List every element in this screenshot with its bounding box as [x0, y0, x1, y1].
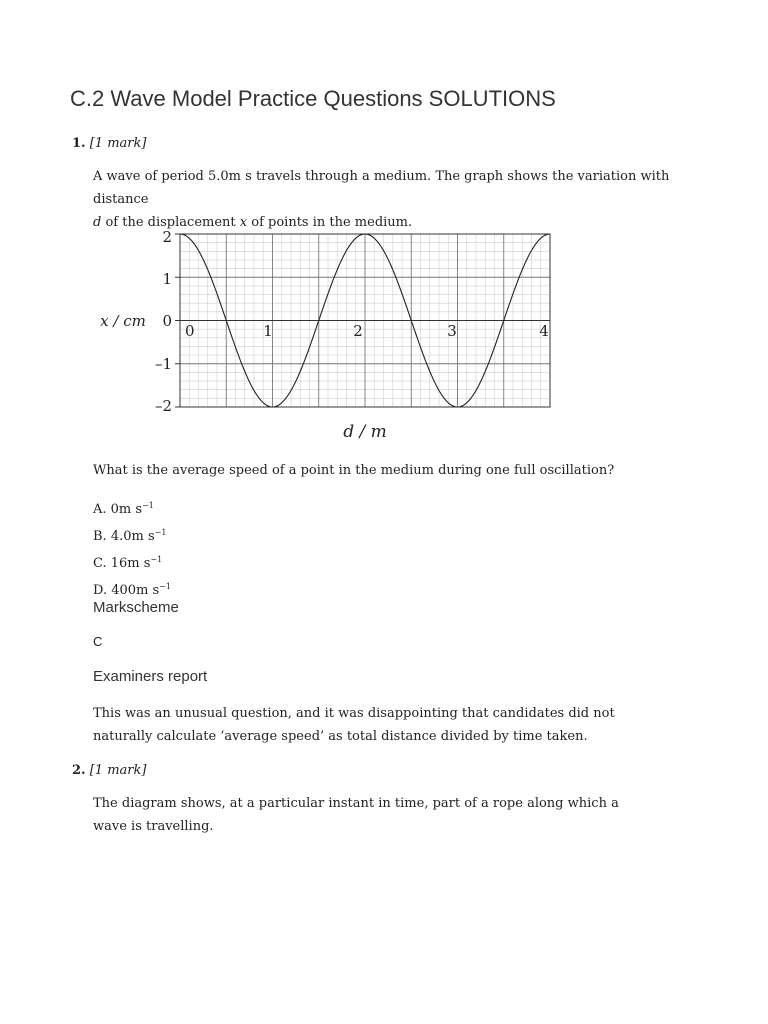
option-exponent: −1	[150, 555, 163, 564]
x-axis-label: d / m	[343, 422, 387, 442]
question-number: 2.	[72, 763, 86, 778]
x-tick-label: 3	[447, 322, 457, 340]
y-tick-label: 1	[162, 270, 172, 288]
y-tick-marks	[175, 234, 180, 407]
option-label: B. 4.0m s	[93, 529, 155, 544]
intro-text: A wave of period 5.0m s travels through a medium. The graph shows the variation with distance	[93, 169, 670, 207]
y-tick-label: –2	[154, 397, 172, 415]
x-tick-label: 4	[539, 322, 549, 340]
page-title: C.2 Wave Model Practice Questions SOLUTIONS	[70, 86, 556, 111]
x-tick-label: 1	[263, 322, 273, 340]
y-tick-label: 0	[162, 312, 172, 330]
intro-text: of the displacement	[101, 215, 240, 230]
intro-text: of points in the medium.	[247, 215, 413, 230]
markscheme-answer: C	[93, 634, 103, 649]
intro-var-d: d	[93, 215, 102, 230]
x-tick-label: 2	[353, 322, 363, 340]
question-2-intro: The diagram shows, at a particular instant in time, part of a rope along which a wave is travelling.	[93, 796, 619, 834]
option-d	[93, 575, 171, 602]
option-exponent: −1	[142, 501, 154, 510]
option-label: A. 0m s	[93, 502, 143, 517]
y-tick-label: –1	[154, 355, 172, 373]
option-exponent: −1	[159, 582, 171, 591]
question-1-header	[72, 136, 146, 151]
y-tick-label: 2	[162, 228, 172, 246]
question-1-prompt: What is the average speed of a point in the medium during one full oscillation?	[93, 463, 615, 478]
examiners-report-heading: Examiners report	[93, 668, 208, 685]
question-marks: [1 mark]	[89, 136, 147, 151]
question-2-header	[72, 763, 146, 778]
option-c	[93, 548, 171, 575]
examiners-report-text: This was an unusual question, and it was disappointing that candidates did not naturally calculate ‘average speed’ as total distance divided by time taken.	[93, 706, 615, 744]
x-tick-label: 0	[185, 322, 195, 340]
question-number: 1.	[72, 136, 86, 151]
y-axis-label: x / cm	[100, 312, 146, 330]
option-label: D. 400m s	[93, 583, 160, 598]
markscheme-heading: Markscheme	[93, 599, 179, 616]
option-b	[93, 521, 171, 548]
wave-displacement-graph	[95, 222, 565, 447]
option-label: C. 16m s	[93, 556, 151, 571]
question-marks: [1 mark]	[89, 763, 147, 778]
option-exponent: −1	[154, 528, 167, 537]
intro-var-x: x	[239, 215, 248, 230]
answer-options	[93, 494, 171, 602]
option-a	[93, 494, 171, 521]
